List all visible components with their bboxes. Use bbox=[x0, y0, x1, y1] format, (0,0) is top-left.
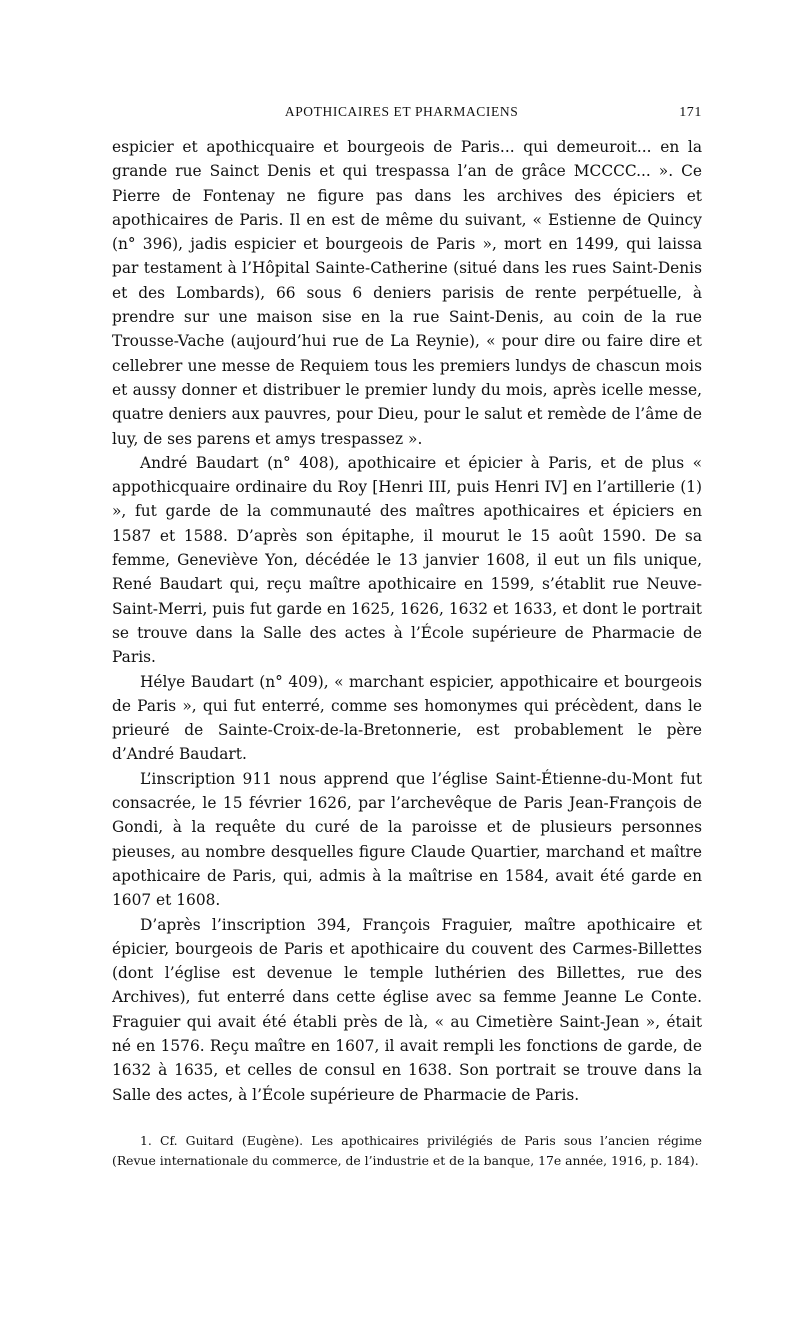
main-text bbox=[112, 135, 702, 1107]
footnote-1: 1. Cf. Guitard (Eugène). Les apothicaires privilégiés de Paris sous l’ancien régime (Revue internationale du commerce, de l’industrie et de la banque, 17e année, 1916, p. 184). bbox=[112, 1132, 702, 1168]
paragraph-4: L’inscription 911 nous apprend que l’église Saint-Étienne-du-Mont fut consacrée, le 15 février 1626, par l’archevêque de Paris Jean-François de Gondi, à la requête du curé de la paroisse et de plusieurs personnes pieuses, au nombre desquelles figure Claude Quartier, marchand et maître apothicaire de Paris, qui, admis à la maîtrise en 1584, avait été garde en 1607 et 1608. bbox=[112, 769, 702, 910]
running-head bbox=[112, 104, 702, 121]
running-head-title: APOTHICAIRES ET PHARMACIENS bbox=[284, 104, 519, 119]
paragraph-5: D’après l’inscription 394, François Fraguier, maître apothicaire et épicier, bourgeois de Paris et apothicaire du couvent des Carmes-Billettes (dont l’église est devenue le temple luthérien des Billettes, rue des Archives), fut enterré dans cette église avec sa femme Jeanne Le Conte. Fraguier qui avait été établi près de là, « au Cimetière Saint-Jean », était né en 1576. Reçu maître en 1607, il avait rempli les fonctions de garde, de 1632 à 1635, et celles de consul en 1638. Son portrait se trouve dans la Salle des actes, à l’École supérieure de Pharmacie de Paris. bbox=[112, 915, 702, 1104]
paragraph-1: espicier et apothicquaire et bourgeois de Paris... qui demeuroit... en la grande rue Sainct Denis et qui trespassa l’an de grâce MCCCC... ». Ce Pierre de Fontenay ne figure pas dans les archives des épiciers et apothicaires de Paris. Il en est de même du suivant, « Estienne de Quincy (n° 396), jadis espicier et bourgeois de Paris », mort en 1499, qui laissa par testament à l’Hôpital Sainte-Catherine (situé dans les rues Saint-Denis et des Lombards), 66 sous 6 deniers parisis de rente perpétuelle, à prendre sur une maison sise en la rue Saint-Denis, au coin de la rue Trousse-Vache (aujourd’hui rue de La Reynie), « pour dire ou faire dire et cellebrer une messe de Requiem tous les premiers lundys de chascun mois et aussy donner et distribuer le premier lundy du mois, après icelle messe, quatre deniers aux pauvres, pour Dieu, pour le salut et remède de l’âme de luy, de ses parens et amys trespassez ». bbox=[112, 138, 702, 448]
paragraph-2: André Baudart (n° 408), apothicaire et épicier à Paris, et de plus « appothicquaire ordinaire du Roy [Henri III, puis Henri IV] en l’artillerie (1) », fut garde de la communauté des maîtres apothicaires et épiciers en 1587 et 1588. D’après son épitaphe, il mourut le 15 août 1590. De sa femme, Geneviève Yon, décédée le 13 janvier 1608, il eut un fils unique, René Baudart qui, reçu maître apothicaire en 1599, s’établit rue Neuve-Saint-Merri, puis fut garde en 1625, 1626, 1632 et 1633, et dont le portrait se trouve dans la Salle des actes à l’École supérieure de Pharmacie de Paris. bbox=[112, 453, 702, 667]
page bbox=[112, 104, 702, 1171]
paragraph-3: Hélye Baudart (n° 409), « marchant espicier, appothicaire et bourgeois de Paris », qui fut enterré, comme ses homonymes qui précèdent, dans le prieuré de Sainte-Croix-de-la-Bretonnerie, est probablement le père d’André Baudart. bbox=[112, 672, 702, 764]
footnotes bbox=[112, 1131, 702, 1171]
page-number: 171 bbox=[679, 105, 702, 120]
